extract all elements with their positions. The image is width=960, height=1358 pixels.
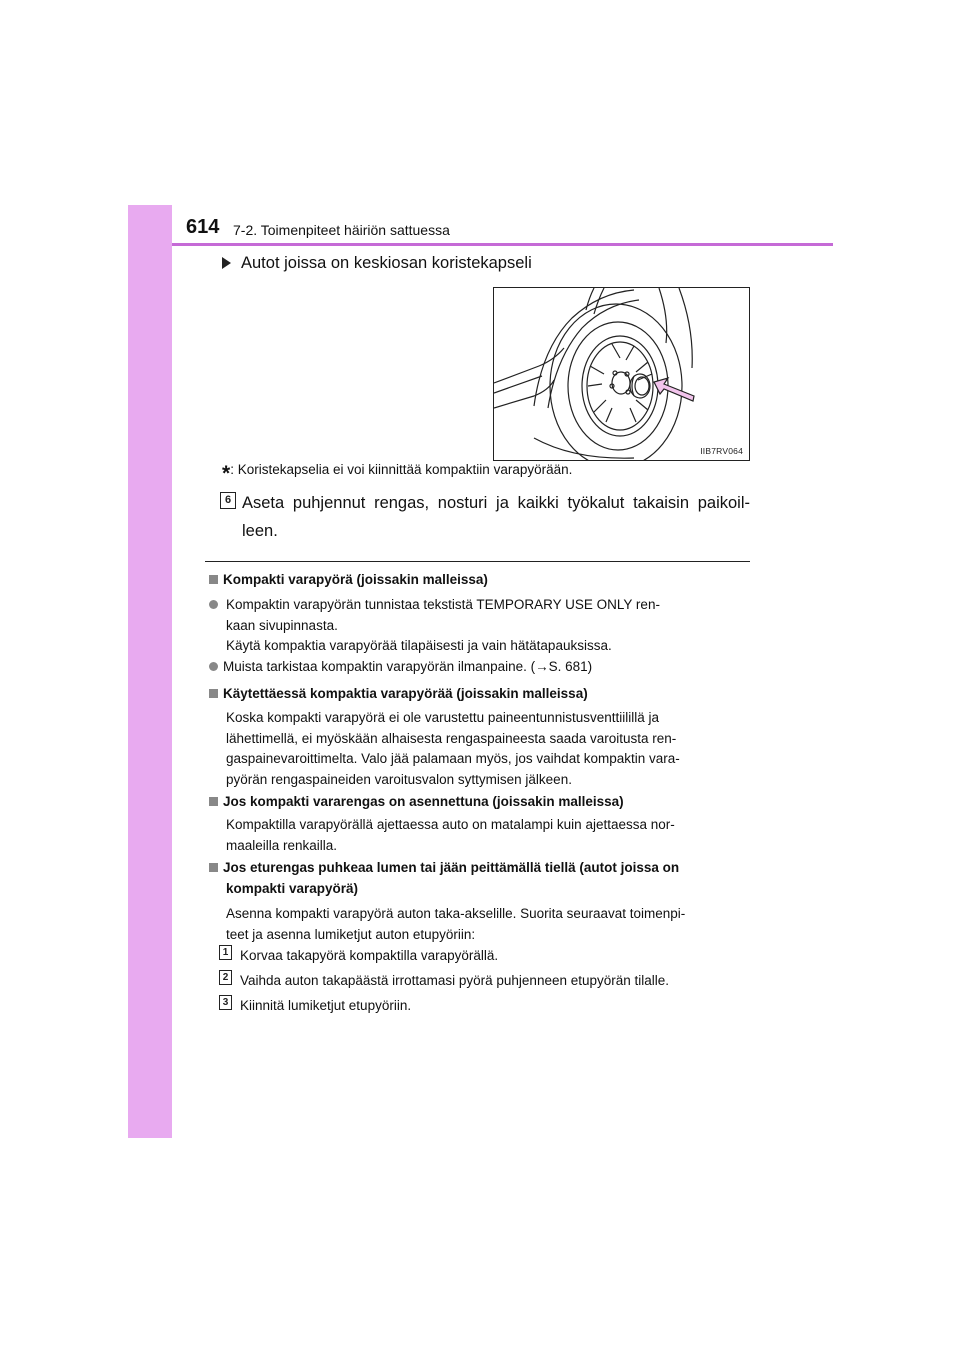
triangle-bullet-icon	[222, 257, 231, 269]
text-line: Kompaktilla varapyörällä ajettaessa auto on matalampi kuin ajettaessa nor-	[226, 817, 675, 832]
text-line: Asenna kompakti varapyörä auton taka-akselille. Suorita seuraavat toimenpi-	[226, 906, 686, 921]
footnote	[222, 462, 572, 486]
section-heading-continued: kompakti varapyörä)	[226, 881, 359, 896]
text-line: pyörän rengaspaineiden varoitusvalon syttymisen jälkeen.	[226, 771, 572, 787]
sub-step-text: Vaihda auton takapäästä irrottamasi pyörä puhjenneen etupyörän tilalle.	[240, 973, 670, 988]
square-bullet-icon	[209, 797, 218, 806]
square-bullet-icon	[209, 689, 218, 698]
round-bullet-icon	[209, 600, 218, 609]
text-line: kaan sivupinnasta.	[226, 617, 338, 633]
sub-step-number-badge: 1	[219, 945, 232, 960]
text-line: Koska kompakti varapyörä ei ole varustettu paineentunnistusventtiilillä ja	[226, 710, 659, 725]
section-heading: Käytettäessä kompaktia varapyörää (joissakin malleissa)	[209, 684, 588, 704]
wheel-drawing	[494, 288, 749, 460]
text-line: maaleilla renkailla.	[226, 837, 338, 853]
page-number: 614	[186, 216, 220, 238]
sub-step-text: Korvaa takapyörä kompaktilla varapyörällä.	[240, 948, 499, 963]
section-paragraph	[226, 815, 748, 856]
square-bullet-icon	[209, 575, 218, 584]
subheading	[222, 254, 532, 273]
bullet-item	[209, 595, 223, 615]
square-bullet-icon	[209, 863, 218, 872]
footnote-text: : Koristekapselia ei voi kiinnittää kompaktiin varapyörään.	[230, 462, 573, 477]
round-bullet-icon	[209, 662, 218, 671]
text-line: Kompaktin varapyörän tunnistaa tekstistä TEMPORARY USE ONLY ren-	[226, 597, 660, 612]
step-text: Aseta puhjennut rengas, nosturi ja kaikki työkalut takaisin paikoil-leen.	[242, 494, 750, 540]
bullet-paragraph	[226, 595, 748, 657]
section-paragraph	[226, 708, 748, 790]
header-rule	[172, 243, 833, 246]
arrow-icon	[654, 378, 694, 401]
sub-step-number-badge: 2	[219, 970, 232, 985]
text-line: teet ja asenna lumiketjut auton etupyöriin:	[226, 926, 476, 942]
section-divider	[205, 561, 750, 562]
section-title: 7-2. Toimenpiteet häiriön sattuessa	[233, 222, 450, 238]
sub-step-text: Kiinnitä lumiketjut etupyöriin.	[240, 998, 412, 1013]
figure-code: IIB7RV064	[700, 446, 743, 456]
text-line: Käytä kompaktia varapyörää tilapäisesti ja vain hätätapauksissa.	[226, 638, 612, 653]
sub-step-number-badge: 3	[219, 995, 232, 1010]
section-heading: Jos kompakti vararengas on asennettuna (joissakin malleissa)	[209, 792, 624, 812]
chapter-sidebar-tab	[128, 205, 172, 1138]
bullet-item	[209, 657, 592, 677]
step-number-badge: 6	[220, 492, 236, 509]
footnote-marker: *	[222, 462, 231, 485]
section-heading: Kompakti varapyörä (joissakin malleissa)	[209, 570, 488, 590]
text-line: lähettimellä, ei myöskään alhaisesta rengaspaineesta saada varoitusta ren-	[226, 730, 677, 746]
section-heading: Jos eturengas puhkeaa lumen tai jään peittämällä tiellä (autot joissa on	[209, 858, 749, 878]
wheel-cap-illustration	[493, 287, 750, 461]
subheading-text: Autot joissa on keskiosan koristekapseli	[241, 254, 532, 272]
bullet-text: Muista tarkistaa kompaktin varapyörän ilmanpaine. (→S. 681)	[223, 659, 593, 674]
section-paragraph	[226, 904, 748, 945]
text-line: gaspainevaroittimelta. Valo jää palamaan myös, jos vaihdat kompaktin vara-	[226, 751, 680, 766]
